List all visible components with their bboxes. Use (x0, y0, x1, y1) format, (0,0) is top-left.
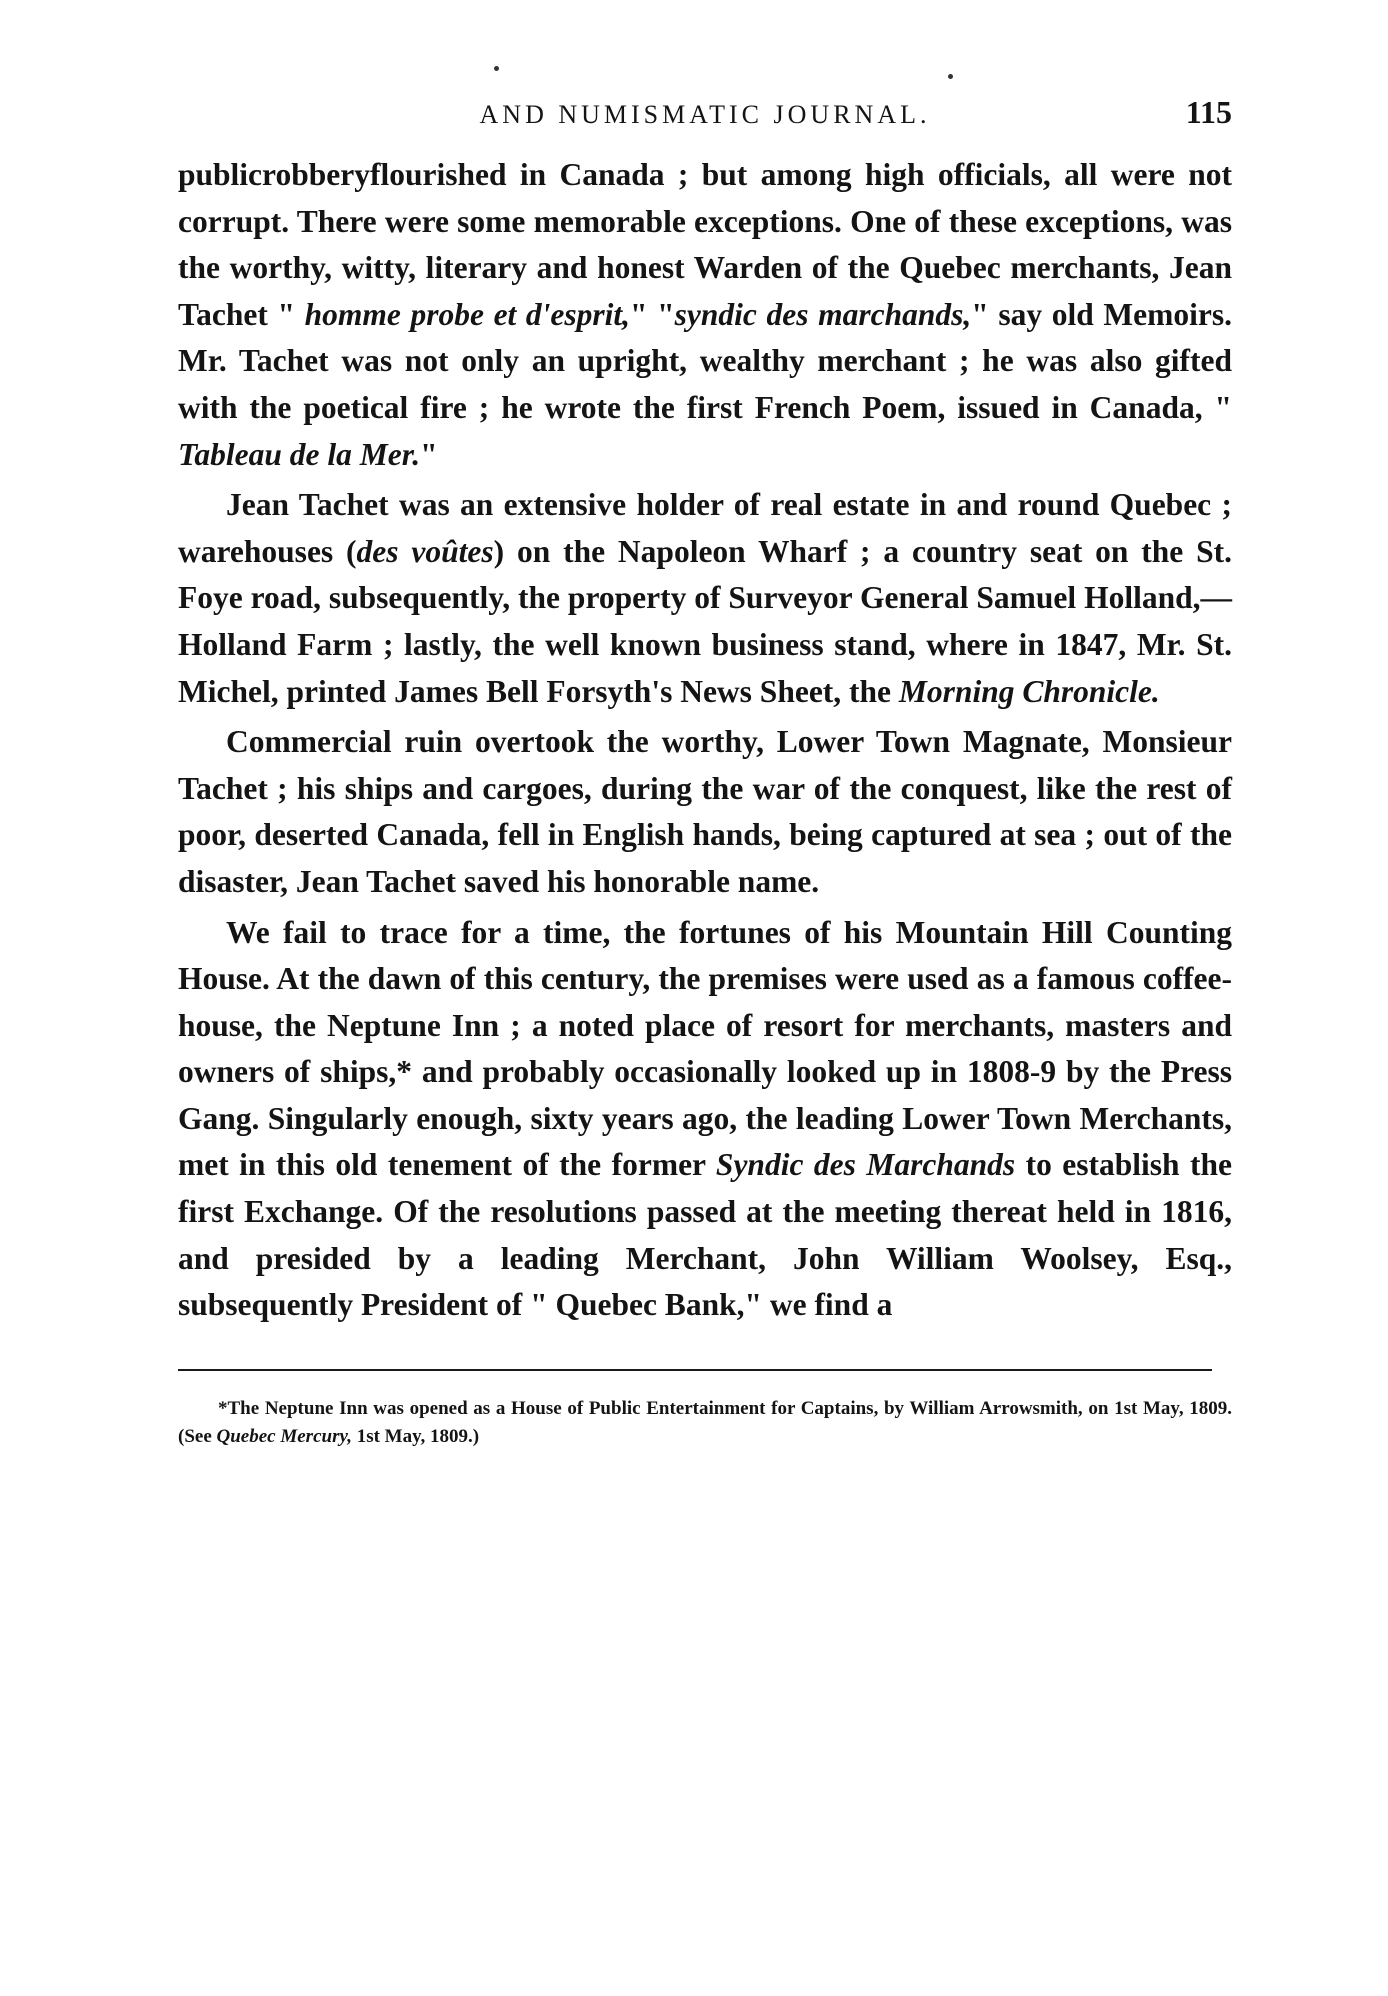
print-speck (948, 74, 953, 79)
text-run: 1st May, 1809.) (351, 1425, 480, 1447)
text-run: ) on the Napoleon Wharf ; a country seat on the St. Foye road, subsequently, the property of Surveyor General Samuel Holland,—Holland Farm ; lastly, the well known business stand, where in 1847, Mr. St. Michel, printed James Bell Forsyth's News Sheet, the (178, 533, 1233, 709)
text-run: " (420, 436, 438, 472)
text-run: to establish the first Exchange. Of the resolutions passed at the meeting thereat held in 1816, and presided by a leading Merchant, John William Woolsey, Esq., subsequently President of " Quebec Bank," we find a (178, 1147, 1232, 1323)
page-header (178, 70, 1232, 130)
footnote (178, 1395, 1232, 1451)
italic-text: Syndic des Marchands (715, 1147, 1016, 1183)
print-speck (494, 66, 499, 71)
text-run: Jean Tachet was an extensive holder of real estate in and round Quebec ; warehouses ( (178, 487, 1232, 569)
italic-text: Morning Chronicle. (898, 673, 1160, 709)
italic-text: homme probe et d'esprit, (304, 296, 631, 332)
body-text (178, 152, 1232, 1329)
text-run: " say old Memoirs. Mr. Tachet was not only an upright, wealthy merchant ; he was also gifted with the poetical fire ; he wrote the first French Poem, issued in Canada, " (178, 296, 1232, 425)
paragraph (178, 910, 1232, 1329)
page-number: 115 (1185, 94, 1232, 130)
text-run: *The Neptune Inn was opened as a House of Public Entertainment for Captains, by William Arrowsmith, on 1st May, 1809. (See (178, 1397, 1232, 1447)
paragraph (178, 152, 1232, 478)
italic-text: Tableau de la Mer. (178, 436, 421, 472)
text-run: Commercial ruin overtook the worthy, Lower Town Magnate, Monsieur Tachet ; his ships and cargoes, during the war of the conquest, like the rest of poor, deserted Canada, fell in English hands, being captured at sea ; out of the disaster, Jean Tachet saved his honorable name. (178, 724, 1232, 899)
running-title: AND NUMISMATIC JOURNAL. (479, 100, 931, 129)
text-run: publicrobberyflourished in Canada ; but among high officials, all were not corrupt. There were some memorable exceptions. One of these exceptions, was the worthy, witty, literary and honest Warden of the Quebec merchants, Jean Tachet " (178, 157, 1232, 332)
text-run: We fail to trace for a time, the fortunes of his Mountain Hill Counting House. At the dawn of this century, the premises were used as a famous coffee-house, the Neptune Inn ; a noted place of resort for merchants, masters and owners of ships,* and probably occasionally looked up in 1808-9 by the Press Gang. Singularly enough, sixty years ago, the leading Lower Town Merchants, met in this old tenement of the former (178, 914, 1232, 1183)
italic-text: Quebec Mercury, (216, 1425, 352, 1447)
paragraph (178, 719, 1232, 905)
text-run: " " (630, 296, 675, 332)
footnote-divider (178, 1369, 1212, 1371)
paragraph (178, 482, 1232, 715)
italic-text: des voûtes (356, 533, 494, 569)
book-page (178, 70, 1232, 1470)
italic-text: syndic des marchands, (674, 296, 972, 332)
